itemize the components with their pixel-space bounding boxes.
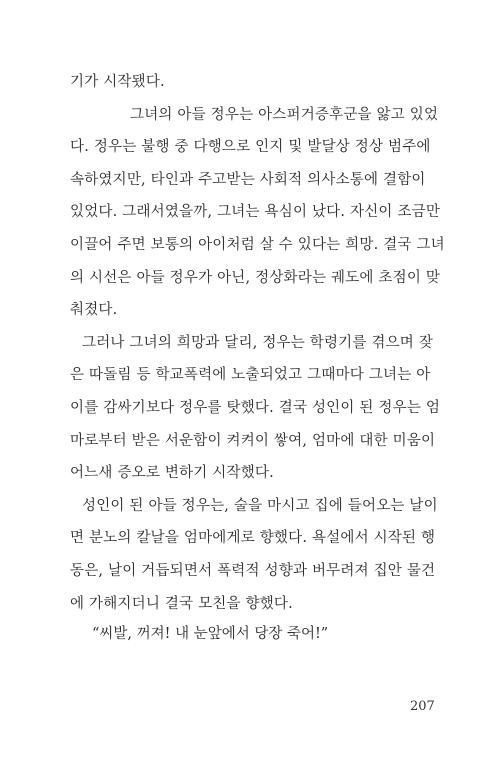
- text-line: 다. 정우는 불행 중 다행으로 인지 및 발달상 정상 범주에: [70, 139, 431, 156]
- text-line: 에 가해지더니 결국 모친을 향했다.: [70, 595, 293, 612]
- body-text: [70, 66, 445, 620]
- text-line: 있었다. 그래서였을까, 그녀는 욕심이 났다. 자신이 조금만: [70, 204, 441, 221]
- text-line: 성인이 된 아들 정우는, 술을 마시고 집에 들어오는 날이: [82, 497, 438, 514]
- text-line: 그녀의 아들 정우는 아스퍼거증후군을 앓고 있었: [130, 106, 439, 123]
- paragraph-2: [70, 327, 442, 490]
- text-line: 이를 감싸기보다 정우를 탓했다. 결국 성인이 된 정우는 엄: [70, 399, 441, 416]
- text-line: 은 따돌림 등 학교폭력에 노출되었고 그때마다 그녀는 아: [70, 367, 431, 384]
- text-line: 속하였지만, 타인과 주고받는 사회적 의사소통에 결함이: [70, 171, 426, 188]
- text-line: 마로부터 받은 서운함이 켜켜이 쌓여, 엄마에 대한 미움이: [70, 432, 436, 449]
- text-line: 의 시선은 아들 정우가 아닌, 정상화라는 궤도에 초점이 맞: [70, 269, 441, 286]
- dialogue-quote: “씨발, 꺼져! 내 눈앞에서 당장 죽어!”: [92, 626, 329, 642]
- text-line: 기가 시작됐다.: [70, 74, 165, 90]
- text-line: 춰졌다.: [70, 302, 118, 319]
- page-number: 207: [410, 699, 435, 714]
- paragraph-1: [70, 66, 445, 327]
- text-line: 그러나 그녀의 희망과 달리, 정우는 학령기를 겪으며 잦: [82, 334, 434, 351]
- text-line: 동은, 날이 거듭되면서 폭력적 성향과 버무려져 집안 물건: [70, 562, 436, 579]
- paragraph-3: [70, 490, 442, 620]
- text-line: 이끌어 주면 보통의 아이처럼 살 수 있다는 희망. 결국 그녀: [70, 236, 445, 253]
- text-line: 어느새 증오로 변하기 시작했다.: [70, 465, 274, 482]
- text-line: 면 분노의 칼날을 엄마에게로 향했다. 욕설에서 시작된 행: [70, 530, 436, 547]
